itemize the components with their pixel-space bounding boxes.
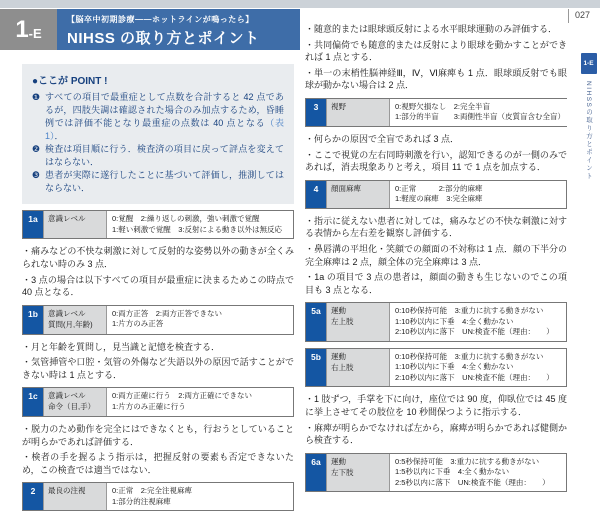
point-item-body: 検査は項目順に行う．検査済の項目に戻って評点を変えてはならない． [45, 144, 284, 168]
table-item-label-line2: 左上肢 [331, 317, 354, 327]
score-line: 2:10秒以内に落下 UN:検査不能（理由： ） [395, 327, 554, 337]
point-item [32, 91, 284, 143]
score-line: 1:10秒以内に下垂 4:全く動かない [395, 362, 514, 372]
chapter-kicker: 【脳卒中初期診療——ホットラインが鳴ったら】 [67, 15, 254, 24]
table-item-label-line1: 運動 [331, 456, 346, 466]
note-bullet: ・月と年齢を質問し，見当識と記憶を検査する． [22, 341, 221, 352]
score-line: 1:軽度の麻痺 3:完全麻痺 [395, 194, 483, 204]
note-bullet: ・何らかの原因で全盲であれば 3 点． [305, 133, 460, 144]
side-index-tab [580, 53, 597, 180]
score-line: 1:部分的注視麻痺 [112, 496, 171, 506]
point-item [32, 169, 284, 195]
table-item-label [326, 454, 390, 492]
table-item-label [326, 349, 390, 387]
chapter-title-band [57, 9, 300, 50]
score-line: 0:正常 2:部分的麻痺 [395, 183, 483, 193]
table-scores [390, 99, 570, 126]
point-item-text [45, 169, 284, 195]
note-bullet: ・1 肢ずつ，手掌を下に向け，座位では 90 度，仰臥位では 45 度に挙上させてその肢位を 10 秒間保つように指示する． [305, 394, 567, 417]
table-item-label-line1: 意識レベル [48, 214, 86, 224]
score-line: 1:部分的半盲 3:両側性半盲（皮質盲含む全盲） [395, 112, 566, 122]
table-id-badge: 5a [306, 303, 326, 341]
score-line: 1:5秒以内に下垂 4:全く動かない [395, 467, 510, 477]
score-line: 0:視野欠損なし 2:完全半盲 [395, 101, 491, 111]
note-bullet: ・ここで視覚の左右同時刺激を行い，認知できるのが一側のみであれば，消去現象ありと考え，項目 11 で 1 点を加点する． [305, 149, 567, 173]
score-line: 1:片方のみ正確に行う [112, 401, 186, 411]
note-bullet: ・脱力のため動作を完全にはできなくとも，行おうとしていることが明らかであれば評価する． [22, 424, 294, 447]
chapter-tag-suffix: -E [28, 25, 42, 41]
note-bullet: ・鼻唇溝の平坦化・笑顔での顔面の不対称は 1 点．顔の下半分の完全麻痺は 2 点，顔全体の完全麻痺は 3 点． [305, 243, 568, 267]
table-scores [390, 303, 566, 341]
chapter-tag-number: 1 [15, 15, 29, 43]
table-item-label-line1: 意識レベル [48, 308, 86, 318]
note-bullet: ・3 点の場合は以下すべての項目が最重症に決まるためこの時点で 40 点となる． [22, 274, 294, 298]
table-id-badge: 1b [23, 306, 43, 334]
point-item-text [45, 143, 284, 169]
table-id-badge: 5b [306, 349, 326, 387]
table-item-label-line1: 視野 [331, 101, 346, 111]
nihss-table-1c [22, 387, 294, 417]
score-line: 1:片方のみ正答 [112, 319, 164, 329]
left-column [22, 64, 294, 517]
nihss-table-4 [305, 180, 567, 209]
table-item-label-line2: 質問(月,年齢) [48, 319, 93, 329]
table-scores [107, 388, 293, 416]
table-item-label [326, 99, 390, 126]
note-bullet: ・随意的または眼球頭反射による水平眼球運動のみ評価する． [305, 24, 558, 34]
table-id-badge: 1c [23, 388, 43, 416]
table-scores [390, 454, 566, 492]
nihss-table-5a [305, 302, 567, 342]
note-bullet: ・単一の末梢性脳神経Ⅲ，Ⅳ，Ⅵ麻痺も 1 点．眼球頭反射でも眼球が動かない場合は 2 点． [305, 67, 567, 91]
table-scores [390, 349, 566, 387]
table-item-label-line1: 運動 [331, 306, 346, 316]
page-top-edge [0, 0, 600, 8]
point-item-number: ❸ [32, 170, 41, 181]
page-title: NIHSS の取り方とポイント [67, 30, 260, 47]
score-line: 2:10秒以内に落下 UN:検査不能（理由： ） [395, 372, 554, 382]
point-box [22, 64, 294, 204]
table-item-label-line1: 最良の注視 [48, 486, 86, 496]
table-scores [390, 181, 566, 208]
point-box-title: ●ここが POINT ! [32, 76, 108, 87]
table-item-label-line2: 命令（目,手） [48, 402, 96, 412]
nihss-table-5b [305, 348, 567, 388]
right-column [305, 20, 567, 498]
page-number: 027 [568, 9, 590, 23]
score-line: 0:10秒保持可能 3:重力に抗する動きがない [395, 351, 544, 361]
side-tab-chapter: 1-E [581, 53, 597, 74]
table-id-badge: 4 [306, 181, 326, 208]
table-item-label [326, 181, 390, 208]
score-line: 0:5秒保持可能 3:重力に抗する動きがない [395, 456, 540, 466]
note-bullet: ・指示に従えない患者に対しては，痛みなどの不快な刺激に対する表情から左右差を観察し評価する． [305, 215, 567, 239]
score-line: 0:両方正答 2:両方正答できない [112, 308, 223, 318]
table-item-label-line1: 運動 [331, 351, 346, 361]
note-bullet: ・共同偏倚でも随意的または反射により眼球を動かすことができれば 1 点とする． [305, 39, 567, 63]
nihss-table-1b [22, 305, 294, 335]
table-id-badge: 1a [23, 211, 43, 238]
score-line: 0:覚醒 2:繰り返しの刺激，強い刺激で覚醒 [112, 214, 260, 224]
table-id-badge: 2 [23, 483, 43, 510]
note-bullet: ・気管挿管や口腔・気管の外傷など失語以外の原因で話すことができない時は 1 点とする． [22, 357, 294, 380]
nihss-table-1a [22, 210, 294, 239]
score-line: 0:10秒保持可能 3:重力に抗する動きがない [395, 306, 544, 316]
table-item-label-line2: 左下肢 [331, 467, 354, 477]
point-item-number: ❶ [32, 92, 41, 102]
side-tab-label: NIHSSの取り方とポイント [585, 81, 592, 181]
note-bullet: ・1a の項目で 3 点の患者は，顔面の動きも生じないのでこの項目も 3 点となる． [305, 272, 567, 295]
table-scores [107, 211, 293, 238]
table-scores [107, 306, 293, 334]
chapter-tag [0, 9, 57, 50]
point-item [32, 143, 284, 169]
score-line: 1:軽い刺激で覚醒 3:反射による動き以外は無反応 [112, 224, 283, 234]
score-line: 0:正常 2:完全注視麻痺 [112, 486, 193, 496]
note-bullet: ・麻痺が明らかでなければ左から，麻痺が明らかであれば健側から検査する． [305, 422, 567, 446]
table-item-label [43, 388, 107, 416]
score-line: 1:10秒以内に下垂 4:全く動かない [395, 316, 514, 326]
score-line: 2:5秒以内に落下 UN:検査不能（理由： ） [395, 477, 550, 487]
point-item-body: 患者が実際に遂行したことに基づいて評価し，推測してはならない． [45, 170, 284, 194]
point-item-text [45, 91, 284, 143]
table-scores [107, 483, 293, 510]
table-item-label-line2: 右上肢 [331, 362, 354, 372]
table-item-label [43, 483, 107, 510]
note-bullet: ・痛みなどの不快な刺激に対して反射的な姿勢以外の動きが全くみられない時のみ 3 点． [22, 246, 294, 269]
table-item-label-line1: 意識レベル [48, 391, 86, 401]
score-line: 0:両方正確に行う 2:両方正確にできない [112, 391, 253, 401]
table-item-label [43, 211, 107, 238]
table-item-label [43, 306, 107, 334]
nihss-table-3 [305, 98, 567, 127]
point-item-tail: ． [54, 131, 64, 142]
point-item-number: ❷ [32, 144, 41, 155]
point-item-body: すべての項目で最重症として点数を合計すると 42 点であるが，四肢失調は確認された場合のみ加点するため，昏睡例では評価不能となり最重症の点数は 40 点となる [45, 92, 284, 129]
table-item-label-line1: 顔面麻痺 [331, 183, 361, 193]
table-item-label [326, 303, 390, 341]
nihss-table-6a [305, 453, 567, 493]
table-id-badge: 6a [306, 454, 326, 492]
note-bullet: ・検者の手を握るよう指示は，把握反射の要素も否定できないため，この検査では適当ではない． [22, 452, 294, 475]
nihss-table-2 [22, 482, 294, 511]
table-id-badge: 3 [306, 99, 326, 126]
table-ref-link: （表1） [45, 118, 284, 142]
